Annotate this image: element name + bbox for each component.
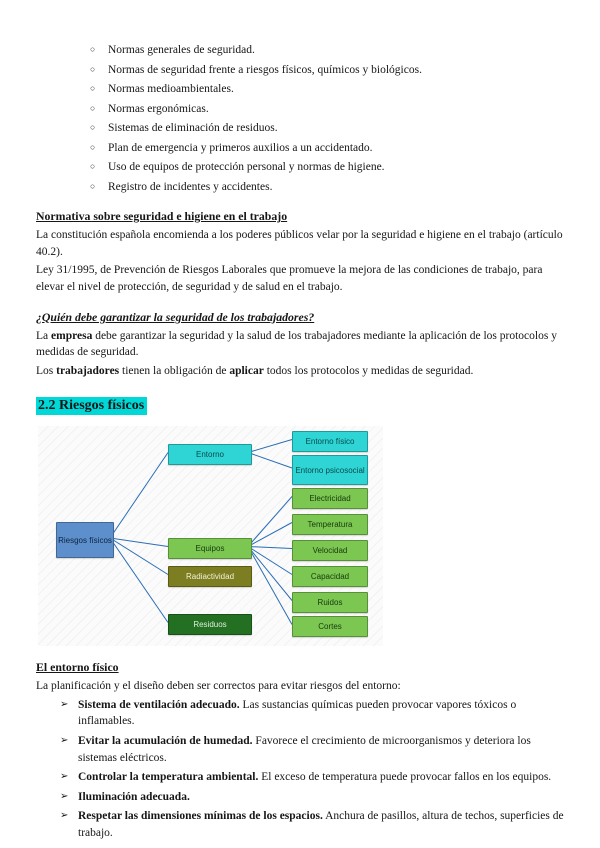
list-item: [60, 789, 566, 806]
diagram-node-entorno-psicosocial: Entorno psicosocial: [292, 455, 368, 485]
section-heading-riesgos-fisicos: [36, 396, 566, 416]
diagram-node-velocidad: Velocidad: [292, 540, 368, 561]
heading-entorno-fisico: El entorno físico: [36, 660, 119, 675]
list-item-text: Plan de emergencia y primeros auxilios a un accidentado.: [108, 141, 373, 154]
list-item-text: [78, 697, 566, 730]
text-run: El exceso de temperatura puede provocar fallos en los equipos.: [258, 771, 552, 784]
heading-normativa: Normativa sobre seguridad e higiene en el trabajo: [36, 209, 288, 224]
arrow-bullet-icon: ➢: [60, 734, 69, 746]
circle-bullet-icon: ○: [90, 161, 96, 172]
list-item-text: Registro de incidentes y accidentes.: [108, 180, 273, 193]
text-run: tienen la obligación de: [119, 364, 230, 377]
diagram-node-capacidad: Capacidad: [292, 566, 368, 587]
list-item-text: [78, 733, 566, 766]
diagram-node-equipos: Equipos: [168, 538, 252, 559]
list-item-text: Sistemas de eliminación de residuos.: [108, 122, 278, 135]
diagram-node-ruidos: Ruidos: [292, 592, 368, 613]
list-item-text: [78, 789, 566, 806]
list-item-text: [78, 769, 566, 786]
paragraph-constitucion: La constitución española encomienda a los poderes públicos velar por la seguridad e higiene en el trabajo (artículo 40.2).: [36, 229, 563, 258]
list-item-text: Normas de seguridad frente a riesgos físicos, químicos y biológicos.: [108, 63, 422, 76]
list-item: [90, 159, 566, 176]
arrow-bullet-icon: ➢: [60, 771, 69, 783]
entorno-measures-list: [36, 697, 566, 841]
circle-bullet-icon: ○: [90, 102, 96, 113]
diagram-node-residuos: Residuos: [168, 614, 252, 635]
text-run-bold: Respetar las dimensiones mínimas de los espacios.: [78, 810, 323, 823]
circle-bullet-icon: ○: [90, 141, 96, 152]
safety-norms-list: [36, 42, 566, 195]
text-run: La: [36, 329, 52, 342]
list-item: [90, 101, 566, 118]
circle-bullet-icon: ○: [90, 83, 96, 94]
circle-bullet-icon: ○: [90, 63, 96, 74]
text-run: Anchura de pasillos, altura de techos, superficies de trabajo.: [78, 810, 564, 839]
text-run-bold: Controlar la temperatura ambiental.: [78, 771, 259, 784]
circle-bullet-icon: ○: [90, 180, 96, 191]
diagram-node-electricidad: Electricidad: [292, 488, 368, 509]
paragraph-empresa: [36, 328, 566, 361]
text-run: Favorece el crecimiento de microorganismos y deteriora los sistemas eléctricos.: [78, 734, 531, 764]
highlighted-title: 2.2 Riesgos físicos: [36, 397, 147, 415]
arrow-bullet-icon: ➢: [60, 698, 69, 710]
arrow-bullet-icon: ➢: [60, 810, 69, 822]
text-run-bold: aplicar: [229, 364, 264, 377]
text-run-bold: Evitar la acumulación de humedad.: [78, 734, 253, 747]
text-run-bold: empresa: [51, 329, 93, 342]
text-run: debe garantizar la seguridad y la salud de los trabajadores mediante la aplicación de los protocolos y medidas de seguridad.: [36, 329, 557, 359]
text-run: Los: [36, 364, 57, 377]
diagram-node-entorno-fisico: Entorno físico: [292, 431, 368, 452]
list-item: [90, 120, 566, 137]
list-item: [60, 697, 566, 730]
text-run-bold: Sistema de ventilación adecuado.: [78, 698, 240, 711]
heading-quien-garantiza: ¿Quién debe garantizar la seguridad de los trabajadores?: [36, 309, 315, 324]
list-item: [60, 733, 566, 766]
list-item: [90, 179, 566, 196]
list-item: [90, 42, 566, 59]
diagram-node-temperatura: Temperatura: [292, 514, 368, 535]
diagram-node-cortes: Cortes: [292, 616, 368, 637]
riesgos-fisicos-diagram: [38, 426, 383, 646]
text-run-bold: Iluminación adecuada.: [78, 790, 190, 803]
list-item-text: [78, 808, 566, 841]
paragraph-ley: Ley 31/1995, de Prevención de Riesgos Laborales que promueve la mejora de las condiciones de trabajo, para elevar el nivel de protección, de seguridad y de salud en el trabajo.: [36, 264, 543, 293]
list-item: [90, 81, 566, 98]
diagram-node-riesgos-fisicos: Riesgos físicos: [56, 522, 114, 558]
text-run: todos los protocolos y medidas de seguridad.: [263, 364, 474, 377]
list-item: [60, 769, 566, 786]
arrow-bullet-icon: ➢: [60, 790, 69, 802]
list-item-text: Uso de equipos de protección personal y normas de higiene.: [108, 161, 385, 174]
list-item-text: Normas medioambientales.: [108, 83, 234, 96]
diagram-node-radiactividad: Radiactividad: [168, 566, 252, 587]
circle-bullet-icon: ○: [90, 122, 96, 133]
list-item: [90, 140, 566, 157]
diagram-node-entorno: Entorno: [168, 444, 252, 465]
list-item: [60, 808, 566, 841]
list-item-text: Normas ergonómicas.: [108, 102, 209, 115]
text-run: Las sustancias químicas pueden provocar vapores tóxicos o inflamables.: [78, 698, 517, 728]
paragraph-trabajadores: [36, 363, 566, 380]
list-item: [90, 62, 566, 79]
paragraph-planificacion: La planificación y el diseño deben ser correctos para evitar riesgos del entorno:: [36, 680, 401, 693]
circle-bullet-icon: ○: [90, 44, 96, 54]
text-run-bold: trabajadores: [56, 364, 120, 377]
list-item-text: Normas generales de seguridad.: [108, 44, 255, 56]
